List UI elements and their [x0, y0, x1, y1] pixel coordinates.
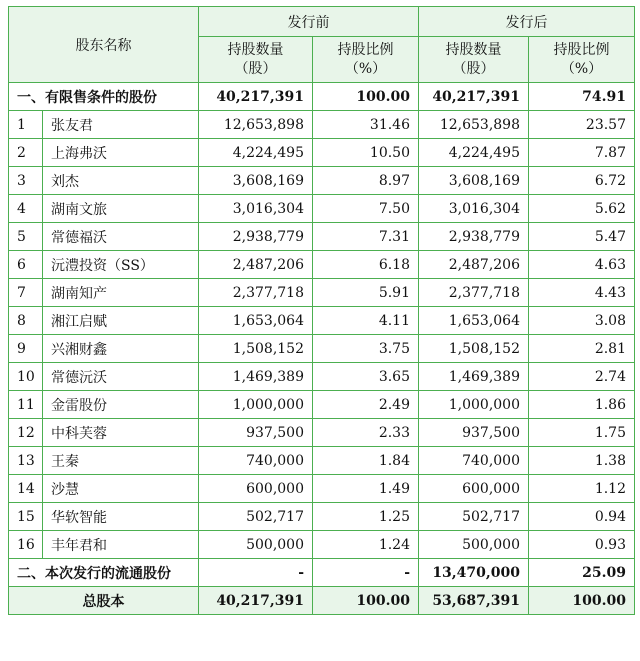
ratio-header-label: 持股比例 [337, 41, 394, 58]
table-row [9, 447, 635, 475]
total-label: 总股本 [9, 587, 199, 615]
total-after-qty: 53,687,391 [419, 587, 529, 615]
shareholder-name: 湖南知产 [43, 279, 199, 307]
row-index: 12 [9, 419, 43, 447]
after-ratio: 1.12 [529, 475, 635, 503]
shareholder-name: 常德福沃 [43, 223, 199, 251]
table-row [9, 503, 635, 531]
qty-header-label: 持股数量 [227, 41, 284, 58]
after-ratio: 2.81 [529, 335, 635, 363]
before-ratio: 1.49 [313, 475, 419, 503]
table-row [9, 419, 635, 447]
before-qty: 937,500 [199, 419, 313, 447]
shareholding-table-container [8, 6, 634, 615]
row-index: 8 [9, 307, 43, 335]
row-index: 3 [9, 167, 43, 195]
ratio-header-unit: （%） [560, 60, 603, 77]
circulating-shares-row [9, 559, 635, 587]
restricted-shares-row [9, 83, 635, 111]
after-qty: 2,377,718 [419, 279, 529, 307]
row-index: 9 [9, 335, 43, 363]
header-row-top [9, 7, 635, 37]
after-qty: 740,000 [419, 447, 529, 475]
table-row [9, 335, 635, 363]
table-row [9, 531, 635, 559]
after-qty: 2,487,206 [419, 251, 529, 279]
total-before-ratio: 100.00 [313, 587, 419, 615]
qty-header-label: 持股数量 [445, 41, 502, 58]
before-ratio: 1.84 [313, 447, 419, 475]
row-index: 14 [9, 475, 43, 503]
row-index: 13 [9, 447, 43, 475]
total-after-ratio: 100.00 [529, 587, 635, 615]
before-ratio: 1.25 [313, 503, 419, 531]
before-ratio: 2.33 [313, 419, 419, 447]
before-qty: 600,000 [199, 475, 313, 503]
table-row [9, 251, 635, 279]
row-index: 6 [9, 251, 43, 279]
ratio-header-unit: （%） [344, 60, 387, 77]
qty-header-unit: （股） [452, 60, 495, 77]
restricted-label: 一、有限售条件的股份 [9, 83, 199, 111]
before-qty: 740,000 [199, 447, 313, 475]
after-qty: 2,938,779 [419, 223, 529, 251]
after-ratio: 1.75 [529, 419, 635, 447]
before-issue-header: 发行前 [199, 7, 419, 37]
before-qty: 4,224,495 [199, 139, 313, 167]
row-index: 5 [9, 223, 43, 251]
after-ratio: 4.63 [529, 251, 635, 279]
row-index: 16 [9, 531, 43, 559]
after-qty: 500,000 [419, 531, 529, 559]
before-ratio: 7.31 [313, 223, 419, 251]
before-qty: 12,653,898 [199, 111, 313, 139]
after-ratio: 23.57 [529, 111, 635, 139]
ratio-header-label: 持股比例 [553, 41, 610, 58]
shareholding-table [8, 6, 635, 615]
table-row [9, 475, 635, 503]
before-qty-header [199, 37, 313, 83]
before-ratio: 10.50 [313, 139, 419, 167]
after-ratio: 0.93 [529, 531, 635, 559]
before-qty: 1,508,152 [199, 335, 313, 363]
shareholder-name: 张友君 [43, 111, 199, 139]
table-row [9, 195, 635, 223]
before-qty: 1,000,000 [199, 391, 313, 419]
table-row [9, 111, 635, 139]
shareholder-name: 沙慧 [43, 475, 199, 503]
after-qty-header [419, 37, 529, 83]
before-ratio: 6.18 [313, 251, 419, 279]
after-ratio: 6.72 [529, 167, 635, 195]
before-ratio: 5.91 [313, 279, 419, 307]
after-qty: 1,508,152 [419, 335, 529, 363]
after-ratio-header [529, 37, 635, 83]
circulating-before-qty: - [199, 559, 313, 587]
after-qty: 3,608,169 [419, 167, 529, 195]
shareholder-name: 湘江启赋 [43, 307, 199, 335]
before-qty: 3,016,304 [199, 195, 313, 223]
after-ratio: 4.43 [529, 279, 635, 307]
after-qty: 600,000 [419, 475, 529, 503]
after-ratio: 3.08 [529, 307, 635, 335]
after-qty: 502,717 [419, 503, 529, 531]
after-ratio: 1.86 [529, 391, 635, 419]
row-index: 4 [9, 195, 43, 223]
shareholder-name: 华软智能 [43, 503, 199, 531]
table-row [9, 167, 635, 195]
before-ratio: 1.24 [313, 531, 419, 559]
before-ratio: 3.75 [313, 335, 419, 363]
qty-header-unit: （股） [234, 60, 277, 77]
shareholder-name: 湖南文旅 [43, 195, 199, 223]
before-qty: 2,377,718 [199, 279, 313, 307]
after-qty: 1,653,064 [419, 307, 529, 335]
shareholder-name: 中科芙蓉 [43, 419, 199, 447]
after-ratio: 1.38 [529, 447, 635, 475]
circulating-after-qty: 13,470,000 [419, 559, 529, 587]
before-ratio: 31.46 [313, 111, 419, 139]
shareholder-name: 丰年君和 [43, 531, 199, 559]
before-ratio: 7.50 [313, 195, 419, 223]
before-qty: 1,653,064 [199, 307, 313, 335]
before-ratio: 8.97 [313, 167, 419, 195]
holder-name-header: 股东名称 [9, 7, 199, 83]
before-qty: 2,487,206 [199, 251, 313, 279]
total-before-qty: 40,217,391 [199, 587, 313, 615]
row-index: 15 [9, 503, 43, 531]
table-row [9, 279, 635, 307]
before-qty: 3,608,169 [199, 167, 313, 195]
before-ratio-header [313, 37, 419, 83]
row-index: 2 [9, 139, 43, 167]
table-row [9, 139, 635, 167]
table-row [9, 391, 635, 419]
after-qty: 12,653,898 [419, 111, 529, 139]
row-index: 11 [9, 391, 43, 419]
restricted-after-qty: 40,217,391 [419, 83, 529, 111]
before-qty: 1,469,389 [199, 363, 313, 391]
after-ratio: 7.87 [529, 139, 635, 167]
after-qty: 1,469,389 [419, 363, 529, 391]
row-index: 1 [9, 111, 43, 139]
restricted-before-qty: 40,217,391 [199, 83, 313, 111]
before-qty: 502,717 [199, 503, 313, 531]
row-index: 10 [9, 363, 43, 391]
before-ratio: 4.11 [313, 307, 419, 335]
shareholder-name: 常德沅沃 [43, 363, 199, 391]
after-ratio: 5.47 [529, 223, 635, 251]
table-row [9, 307, 635, 335]
after-ratio: 2.74 [529, 363, 635, 391]
after-issue-header: 发行后 [419, 7, 635, 37]
after-qty: 3,016,304 [419, 195, 529, 223]
before-qty: 500,000 [199, 531, 313, 559]
circulating-after-ratio: 25.09 [529, 559, 635, 587]
shareholder-name: 刘杰 [43, 167, 199, 195]
shareholder-name: 金雷股份 [43, 391, 199, 419]
after-qty: 4,224,495 [419, 139, 529, 167]
table-row [9, 363, 635, 391]
circulating-before-ratio: - [313, 559, 419, 587]
restricted-after-ratio: 74.91 [529, 83, 635, 111]
shareholder-name: 沅澧投资（SS） [43, 251, 199, 279]
circulating-label: 二、本次发行的流通股份 [9, 559, 199, 587]
before-ratio: 2.49 [313, 391, 419, 419]
after-ratio: 5.62 [529, 195, 635, 223]
shareholder-name: 兴湘财鑫 [43, 335, 199, 363]
shareholder-name: 王秦 [43, 447, 199, 475]
before-ratio: 3.65 [313, 363, 419, 391]
restricted-before-ratio: 100.00 [313, 83, 419, 111]
shareholder-name: 上海弗沃 [43, 139, 199, 167]
after-qty: 937,500 [419, 419, 529, 447]
after-ratio: 0.94 [529, 503, 635, 531]
before-qty: 2,938,779 [199, 223, 313, 251]
after-qty: 1,000,000 [419, 391, 529, 419]
total-shares-row [9, 587, 635, 615]
table-row [9, 223, 635, 251]
row-index: 7 [9, 279, 43, 307]
